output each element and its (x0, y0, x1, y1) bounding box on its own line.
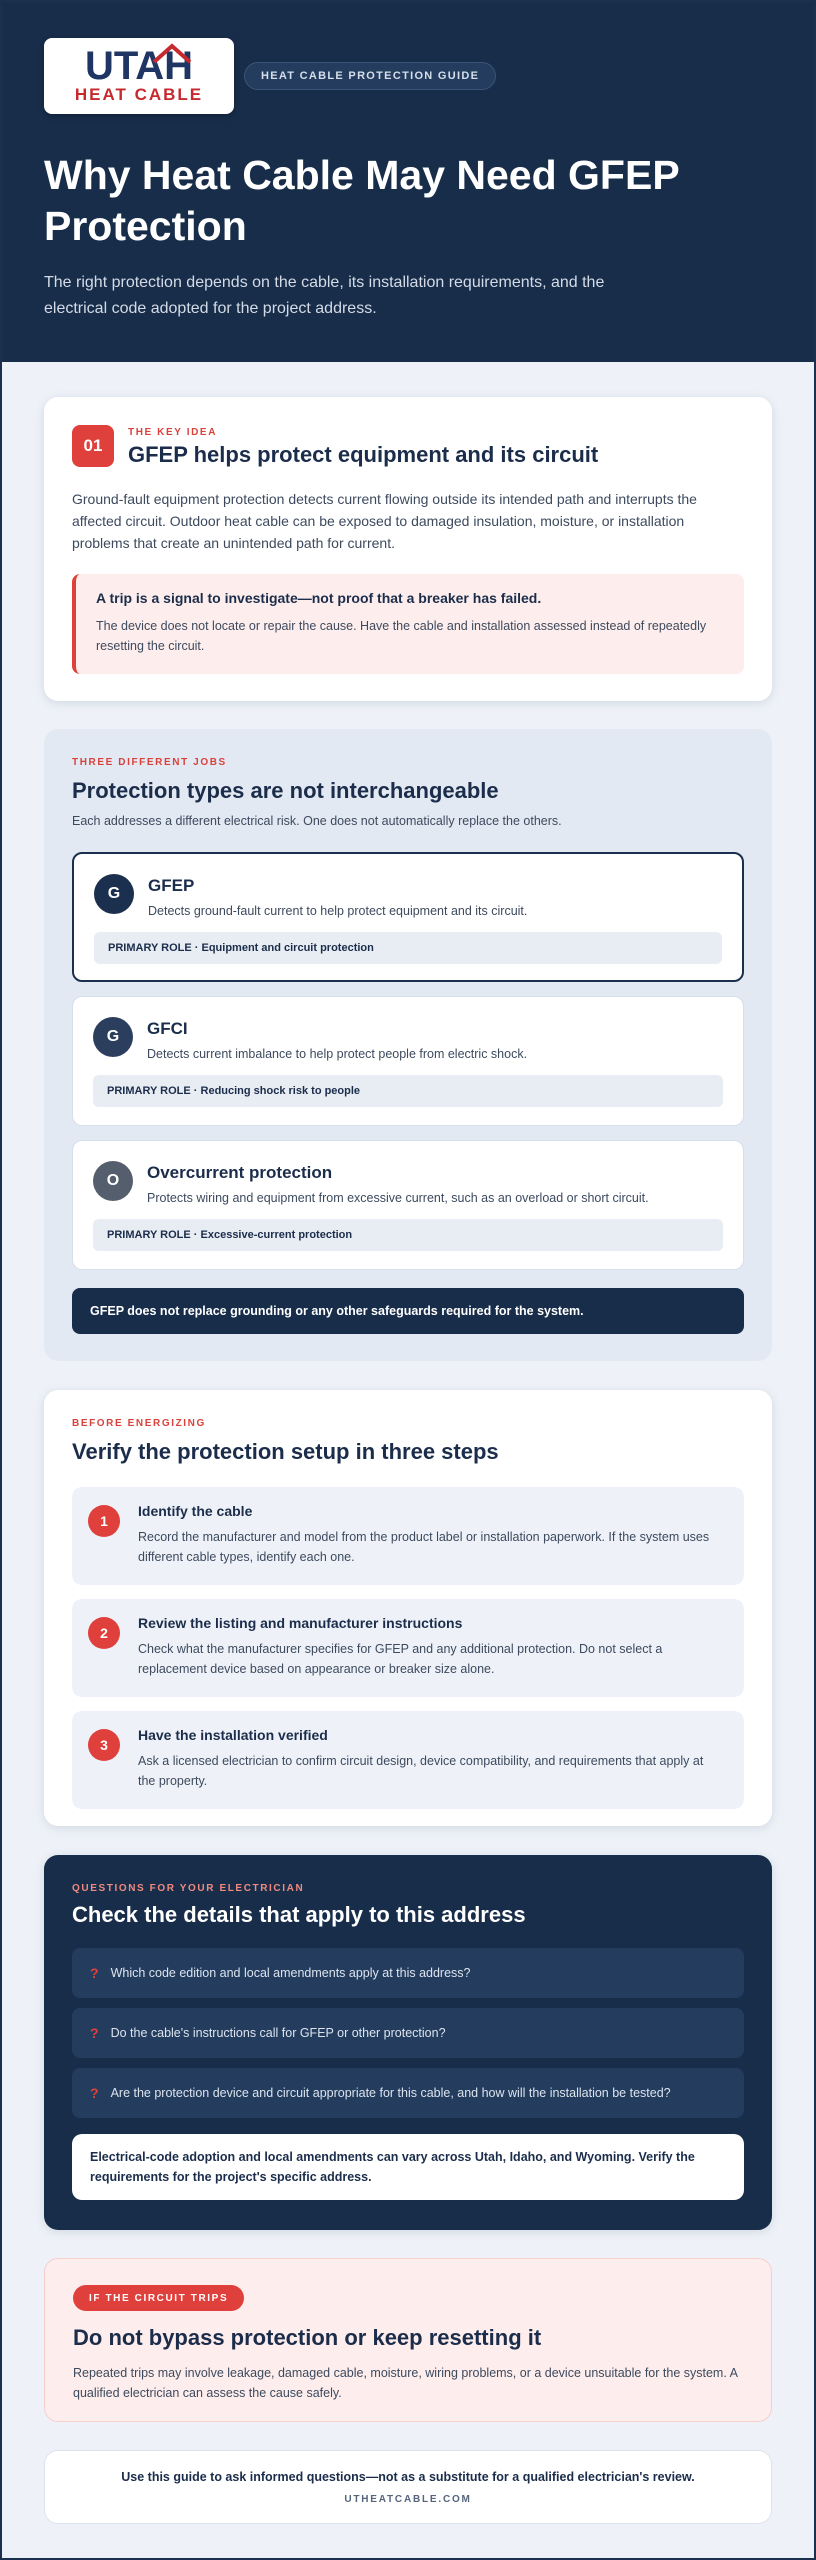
question-item (72, 1948, 744, 1998)
step-text (138, 1615, 724, 1679)
protection-type-desc: Detects ground-fault current to help protect equipment and its circuit. (148, 904, 528, 918)
protection-type-overcurrent (72, 1140, 744, 1270)
protection-type-text (147, 1161, 649, 1205)
protection-type-name: Overcurrent protection (147, 1163, 333, 1182)
protection-type-header (94, 874, 722, 918)
questions-title: Check the details that apply to this address (72, 1902, 526, 1927)
question-item (72, 2068, 744, 2118)
step-body: Ask a licensed electrician to confirm circuit design, device compatibility, and requirements that apply at the property. (138, 1754, 704, 1788)
code-adoption-note: Electrical-code adoption and local amendments can vary across Utah, Idaho, and Wyoming. Verify the requirements for the project's specific address. (72, 2134, 744, 2200)
logo-wordmark (84, 44, 194, 88)
jobs-eyebrow: THREE DIFFERENT JOBS (72, 757, 227, 768)
jobs-title: Protection types are not interchangeable (72, 778, 499, 803)
question-mark-icon: ? (90, 2085, 99, 2101)
protection-letter-badge: G (93, 1017, 133, 1057)
question-text: Do the cable's instructions call for GFEP or other protection? (110, 2026, 446, 2040)
protection-type-text (147, 1017, 527, 1061)
question-item (72, 2008, 744, 2058)
protection-type-header (93, 1161, 723, 1205)
step-title: Identify the cable (138, 1503, 253, 1519)
electrician-questions-card (44, 1855, 772, 2230)
page-subtitle: The right protection depends on the cable, its installation requirements, and the electrical code adopted for the project address. (44, 274, 605, 317)
step-item (72, 1599, 744, 1697)
callout-body: The device does not locate or repair the cause. Have the cable and installation assessed instead of repeatedly resetting the circuit. (96, 619, 707, 653)
key-idea-eyebrow: THE KEY IDEA (128, 427, 218, 438)
step-number-badge: 2 (88, 1617, 120, 1649)
logo-text-heat-cable: HEAT CABLE (74, 85, 204, 104)
protection-types-card (44, 729, 772, 1361)
protection-type-gfep (72, 852, 744, 982)
protection-type-text (148, 874, 527, 918)
questions-eyebrow: QUESTIONS FOR YOUR ELECTRICIAN (72, 1883, 305, 1894)
steps-eyebrow: BEFORE ENERGIZING (72, 1418, 206, 1429)
protection-type-desc: Protects wiring and equipment from excessive current, such as an overload or short circuit. (147, 1191, 649, 1205)
key-idea-titles (128, 425, 598, 468)
protection-letter-badge: O (93, 1161, 133, 1201)
mountain-peak-icon (152, 42, 192, 64)
hero-header (0, 0, 816, 362)
logo-text-utah: UTAH (84, 44, 194, 88)
key-idea-header (72, 425, 744, 468)
protection-type-gfci (72, 996, 744, 1126)
step-title: Have the installation verified (138, 1727, 328, 1743)
primary-role-bar: PRIMARY ROLE · Equipment and circuit protection (94, 932, 722, 964)
section-number-badge: 01 (72, 425, 114, 467)
question-mark-icon: ? (90, 2025, 99, 2041)
protection-type-desc: Detects current imbalance to help protect people from electric shock. (147, 1047, 528, 1061)
step-number-badge: 3 (88, 1729, 120, 1761)
brand-logo[interactable] (44, 38, 234, 114)
question-text: Are the protection device and circuit appropriate for this cable, and how will the installation be tested? (110, 2086, 671, 2100)
trip-warning-callout (72, 574, 744, 674)
step-item (72, 1487, 744, 1585)
jobs-subtitle: Each addresses a different electrical risk. One does not automatically replace the others. (72, 814, 562, 828)
protection-type-name: GFCI (147, 1019, 188, 1038)
question-text: Which code edition and local amendments apply at this address? (110, 1966, 471, 1980)
primary-role-bar: PRIMARY ROLE · Reducing shock risk to people (93, 1075, 723, 1107)
page-title: Why Heat Cable May Need GFEP Protection (44, 152, 679, 249)
trips-title: Do not bypass protection or keep resetting it (73, 2325, 542, 2350)
question-mark-icon: ? (90, 1965, 99, 1981)
protection-letter-badge: G (94, 874, 134, 914)
protection-type-header (93, 1017, 723, 1061)
step-number-badge: 1 (88, 1505, 120, 1537)
key-idea-card (44, 397, 772, 701)
footer-disclaimer: Use this guide to ask informed questions—not as a substitute for a qualified electrician's review. (121, 2469, 695, 2484)
key-idea-title: GFEP helps protect equipment and its circuit (128, 442, 599, 467)
grounding-note: GFEP does not replace grounding or any other safeguards required for the system. (72, 1288, 744, 1334)
guide-label-pill: HEAT CABLE PROTECTION GUIDE (244, 62, 496, 90)
steps-title: Verify the protection setup in three steps (72, 1439, 499, 1464)
step-body: Check what the manufacturer specifies for GFEP and any additional protection. Do not select a replacement device based on appearance or breaker size alone. (138, 1642, 663, 1676)
step-item (72, 1711, 744, 1809)
key-idea-body: Ground-fault equipment protection detects current flowing outside its intended path and interrupts the affected circuit. Outdoor heat cable can be exposed to damaged insulation, moisture, or installation problems that create an unintended path for current. (72, 491, 697, 551)
callout-title: A trip is a signal to investigate—not proof that a breaker has failed. (96, 590, 542, 606)
circuit-trips-pill: IF THE CIRCUIT TRIPS (73, 2285, 244, 2311)
primary-role-bar: PRIMARY ROLE · Excessive-current protection (93, 1219, 723, 1251)
protection-type-name: GFEP (148, 876, 195, 895)
step-text (138, 1503, 724, 1567)
circuit-trips-card (44, 2258, 772, 2422)
step-title: Review the listing and manufacturer instructions (138, 1615, 463, 1631)
step-text (138, 1727, 724, 1791)
website-link[interactable]: UTHEATCABLE.COM (344, 2493, 472, 2505)
step-body: Record the manufacturer and model from the product label or installation paperwork. If the system uses different cable types, identify each one. (138, 1530, 710, 1564)
footer-card (44, 2450, 772, 2524)
brand-row (44, 38, 772, 114)
trips-body: Repeated trips may involve leakage, damaged cable, moisture, wiring problems, or a device unsuitable for the system. A qualified electrician can assess the cause safely. (73, 2366, 738, 2400)
verification-steps-card (44, 1390, 772, 1826)
